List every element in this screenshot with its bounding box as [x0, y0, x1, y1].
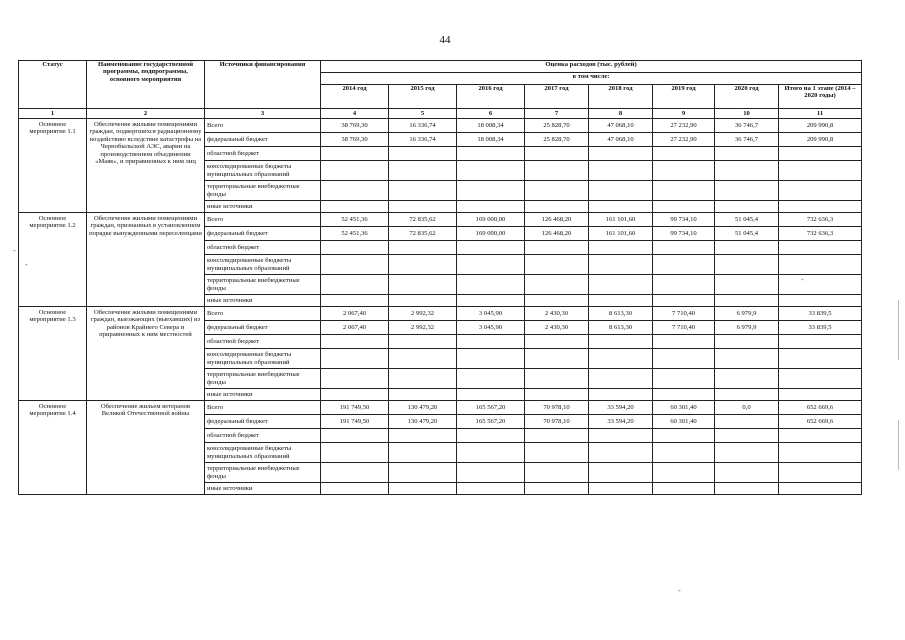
value-cell [589, 429, 653, 443]
value-cell: 8 613,30 [589, 307, 653, 321]
value-cell [389, 201, 457, 213]
value-cell: 38 769,30 [321, 133, 389, 147]
value-cell: 51 045,4 [715, 213, 779, 227]
total-cell: 732 636,3 [779, 227, 862, 241]
value-cell [715, 483, 779, 495]
value-cell [653, 255, 715, 275]
value-cell [715, 369, 779, 389]
value-cell [653, 241, 715, 255]
value-cell [653, 295, 715, 307]
funding-source-cell: территориальные внебюджетные фонды [205, 369, 321, 389]
value-cell [389, 349, 457, 369]
value-cell [715, 429, 779, 443]
total-cell [779, 147, 862, 161]
value-cell [457, 429, 525, 443]
value-cell: 165 567,20 [457, 415, 525, 429]
value-cell [457, 349, 525, 369]
value-cell: 191 749,50 [321, 401, 389, 415]
value-cell [525, 443, 589, 463]
funding-source-cell: территориальные внебюджетные фонды [205, 181, 321, 201]
value-cell [457, 255, 525, 275]
value-cell [589, 241, 653, 255]
value-cell: 3 045,90 [457, 321, 525, 335]
value-cell [589, 201, 653, 213]
value-cell: 126 468,20 [525, 227, 589, 241]
value-cell [525, 201, 589, 213]
value-cell [715, 415, 779, 429]
value-cell: 0,0 [715, 401, 779, 415]
value-cell: 161 101,60 [589, 227, 653, 241]
value-cell: 2 992,32 [389, 307, 457, 321]
total-cell: 33 839,5 [779, 307, 862, 321]
value-cell [653, 181, 715, 201]
value-cell [589, 483, 653, 495]
value-cell [715, 255, 779, 275]
value-cell [589, 295, 653, 307]
total-cell [779, 295, 862, 307]
value-cell [525, 181, 589, 201]
value-cell [321, 295, 389, 307]
funding-source-cell: областной бюджет [205, 335, 321, 349]
header-including: в том числе: [321, 73, 862, 85]
value-cell [525, 147, 589, 161]
page-number: 44 [439, 34, 451, 46]
funding-source-cell: федеральный бюджет [205, 415, 321, 429]
value-cell [321, 255, 389, 275]
value-cell [457, 201, 525, 213]
scan-mark: - [678, 586, 681, 595]
value-cell [321, 429, 389, 443]
value-cell [715, 295, 779, 307]
header-year: 2014 год [321, 85, 389, 109]
value-cell [321, 463, 389, 483]
value-cell [389, 463, 457, 483]
value-cell [389, 295, 457, 307]
header-year: 2016 год [457, 85, 525, 109]
total-cell [779, 201, 862, 213]
total-cell [779, 443, 862, 463]
value-cell [715, 335, 779, 349]
value-cell [321, 275, 389, 295]
funding-source-cell: федеральный бюджет [205, 133, 321, 147]
value-cell [525, 369, 589, 389]
value-cell [525, 389, 589, 401]
value-cell: 16 336,74 [389, 133, 457, 147]
value-cell: 8 613,30 [589, 321, 653, 335]
value-cell [715, 389, 779, 401]
value-cell [715, 147, 779, 161]
value-cell [715, 463, 779, 483]
activity-name-cell: Обеспечение жилыми помещениями граждан, признанных в установленном порядке вынужденными переселенцами [87, 213, 205, 307]
budget-table [18, 60, 862, 495]
value-cell: 70 978,10 [525, 415, 589, 429]
value-cell: 72 835,62 [389, 227, 457, 241]
value-cell [321, 369, 389, 389]
value-cell: 99 734,10 [653, 227, 715, 241]
value-cell: 60 301,40 [653, 401, 715, 415]
column-number: 5 [389, 109, 457, 119]
value-cell [321, 201, 389, 213]
value-cell [525, 463, 589, 483]
total-cell: 652 669,6 [779, 415, 862, 429]
value-cell: 33 594,20 [589, 415, 653, 429]
scan-mark: - [801, 275, 804, 284]
funding-source-cell: иные источники [205, 389, 321, 401]
value-cell [321, 335, 389, 349]
value-cell [321, 147, 389, 161]
value-cell [715, 443, 779, 463]
funding-source-cell: консолидированные бюджеты муниципальных образований [205, 161, 321, 181]
value-cell [589, 463, 653, 483]
funding-source-cell: территориальные внебюджетные фонды [205, 463, 321, 483]
value-cell [457, 181, 525, 201]
header-sources: Источники финансирования [205, 61, 321, 109]
column-number: 9 [653, 109, 715, 119]
value-cell: 126 468,20 [525, 213, 589, 227]
value-cell: 27 232,90 [653, 133, 715, 147]
value-cell: 72 835,62 [389, 213, 457, 227]
value-cell: 130 479,20 [389, 415, 457, 429]
table-row [19, 307, 862, 321]
activity-name-cell: Обеспечение жильем ветеранов Великой Отечественной войны [87, 401, 205, 495]
total-cell [779, 161, 862, 181]
header-year: 2017 год [525, 85, 589, 109]
value-cell [457, 147, 525, 161]
column-number: 1 [19, 109, 87, 119]
value-cell [653, 349, 715, 369]
funding-source-cell: иные источники [205, 295, 321, 307]
value-cell [653, 389, 715, 401]
value-cell: 36 746,7 [715, 119, 779, 133]
header-year: 2020 год [715, 85, 779, 109]
total-cell: 652 669,6 [779, 401, 862, 415]
total-cell [779, 275, 862, 295]
value-cell [525, 255, 589, 275]
value-cell: 51 045,4 [715, 227, 779, 241]
value-cell: 2 430,30 [525, 321, 589, 335]
total-cell [779, 483, 862, 495]
funding-source-cell: областной бюджет [205, 429, 321, 443]
value-cell [715, 201, 779, 213]
value-cell: 16 336,74 [389, 119, 457, 133]
total-cell [779, 369, 862, 389]
value-cell: 33 594,20 [589, 401, 653, 415]
value-cell: 191 749,50 [321, 415, 389, 429]
value-cell [653, 147, 715, 161]
total-cell [779, 349, 862, 369]
value-cell [653, 483, 715, 495]
value-cell: 169 000,00 [457, 213, 525, 227]
value-cell: 18 008,34 [457, 119, 525, 133]
value-cell [457, 335, 525, 349]
value-cell: 165 567,20 [457, 401, 525, 415]
value-cell [715, 181, 779, 201]
value-cell: 99 734,10 [653, 213, 715, 227]
value-cell: 2 067,40 [321, 307, 389, 321]
column-number-row [19, 109, 862, 119]
column-number: 11 [779, 109, 862, 119]
header-row [19, 61, 862, 73]
value-cell [321, 349, 389, 369]
value-cell [457, 463, 525, 483]
value-cell: 47 068,10 [589, 133, 653, 147]
scan-edge [898, 300, 899, 360]
value-cell [389, 181, 457, 201]
value-cell [389, 443, 457, 463]
value-cell [389, 255, 457, 275]
value-cell [389, 241, 457, 255]
value-cell: 169 000,00 [457, 227, 525, 241]
value-cell: 3 045,90 [457, 307, 525, 321]
status-cell: Основное мероприятие 1.1 [19, 119, 87, 213]
funding-source-cell: консолидированные бюджеты муниципальных образований [205, 349, 321, 369]
value-cell [525, 275, 589, 295]
total-cell: 732 636,3 [779, 213, 862, 227]
value-cell [321, 181, 389, 201]
value-cell [715, 241, 779, 255]
header-year: 2018 год [589, 85, 653, 109]
total-cell: 33 839,5 [779, 321, 862, 335]
value-cell: 25 828,70 [525, 119, 589, 133]
value-cell [525, 349, 589, 369]
value-cell: 130 479,20 [389, 401, 457, 415]
table-row [19, 401, 862, 415]
value-cell: 2 067,40 [321, 321, 389, 335]
value-cell: 38 769,30 [321, 119, 389, 133]
value-cell [457, 295, 525, 307]
value-cell: 52 451,36 [321, 213, 389, 227]
value-cell [457, 241, 525, 255]
value-cell [457, 443, 525, 463]
column-number: 4 [321, 109, 389, 119]
value-cell [321, 443, 389, 463]
funding-source-cell: территориальные внебюджетные фонды [205, 275, 321, 295]
funding-source-cell: федеральный бюджет [205, 227, 321, 241]
value-cell: 25 828,70 [525, 133, 589, 147]
total-cell [779, 241, 862, 255]
value-cell [653, 463, 715, 483]
total-cell [779, 389, 862, 401]
column-number: 10 [715, 109, 779, 119]
value-cell [653, 275, 715, 295]
value-cell: 6 979,9 [715, 307, 779, 321]
value-cell: 6 979,9 [715, 321, 779, 335]
header-year: 2015 год [389, 85, 457, 109]
value-cell [321, 161, 389, 181]
value-cell [525, 429, 589, 443]
table-row [19, 213, 862, 227]
value-cell: 70 978,10 [525, 401, 589, 415]
value-cell: 2 992,32 [389, 321, 457, 335]
total-cell [779, 181, 862, 201]
value-cell [525, 161, 589, 181]
value-cell [389, 161, 457, 181]
status-cell: Основное мероприятие 1.2 [19, 213, 87, 307]
column-number: 7 [525, 109, 589, 119]
column-number: 8 [589, 109, 653, 119]
table-body [19, 61, 862, 495]
funding-source-cell: областной бюджет [205, 241, 321, 255]
activity-name-cell: Обеспечение жилыми помещениями граждан, выезжающих (выехавших) из районов Крайнего Севера и приравненных к ним местностей [87, 307, 205, 401]
scan-mark: - [13, 246, 16, 255]
value-cell [589, 349, 653, 369]
value-cell [589, 181, 653, 201]
value-cell [389, 369, 457, 389]
value-cell [653, 443, 715, 463]
value-cell [653, 335, 715, 349]
value-cell: 18 008,34 [457, 133, 525, 147]
value-cell [457, 389, 525, 401]
funding-source-cell: иные источники [205, 483, 321, 495]
value-cell: 52 451,36 [321, 227, 389, 241]
total-cell [779, 335, 862, 349]
value-cell [389, 275, 457, 295]
value-cell [589, 369, 653, 389]
funding-source-cell: федеральный бюджет [205, 321, 321, 335]
status-cell: Основное мероприятие 1.3 [19, 307, 87, 401]
value-cell [715, 161, 779, 181]
header-year: 2019 год [653, 85, 715, 109]
value-cell: 7 710,40 [653, 307, 715, 321]
value-cell [457, 483, 525, 495]
value-cell [389, 429, 457, 443]
funding-source-cell: консолидированные бюджеты муниципальных образований [205, 255, 321, 275]
value-cell [589, 147, 653, 161]
value-cell: 47 068,10 [589, 119, 653, 133]
value-cell [457, 369, 525, 389]
funding-source-cell: консолидированные бюджеты муниципальных образований [205, 443, 321, 463]
total-cell: 209 990,8 [779, 119, 862, 133]
value-cell [321, 389, 389, 401]
value-cell [653, 429, 715, 443]
value-cell [589, 275, 653, 295]
value-cell [389, 483, 457, 495]
value-cell [589, 255, 653, 275]
funding-source-cell: иные источники [205, 201, 321, 213]
value-cell [589, 161, 653, 181]
value-cell [389, 335, 457, 349]
header-status: Статус [19, 61, 87, 109]
scan-edge [898, 420, 899, 470]
column-number: 2 [87, 109, 205, 119]
value-cell: 60 301,40 [653, 415, 715, 429]
value-cell [525, 335, 589, 349]
value-cell: 7 710,40 [653, 321, 715, 335]
value-cell [389, 389, 457, 401]
funding-source-cell: Всего [205, 307, 321, 321]
value-cell [525, 241, 589, 255]
value-cell: 27 232,90 [653, 119, 715, 133]
activity-name-cell: Обеспечение жилыми помещениями граждан, подвергшихся радиационному воздействию вследствие катастрофы на Чернобыльской АЭС, аварии на производственном объединении «Маяк», и приравненных к ним лиц [87, 119, 205, 213]
column-number: 6 [457, 109, 525, 119]
value-cell [715, 275, 779, 295]
value-cell [389, 147, 457, 161]
total-cell [779, 255, 862, 275]
status-cell: Основное мероприятие 1.4 [19, 401, 87, 495]
value-cell [525, 483, 589, 495]
value-cell [321, 483, 389, 495]
value-cell [715, 349, 779, 369]
value-cell [589, 335, 653, 349]
total-cell [779, 463, 862, 483]
header-total: Итого на 1 этапе (2014 – 2020 годы) [779, 85, 862, 109]
value-cell [589, 443, 653, 463]
value-cell [653, 201, 715, 213]
header-name: Наименование государственной программы, подпрограммы, основного мероприятия [87, 61, 205, 109]
value-cell [457, 161, 525, 181]
value-cell: 2 430,30 [525, 307, 589, 321]
funding-source-cell: областной бюджет [205, 147, 321, 161]
value-cell [321, 241, 389, 255]
header-estimate: Оценка расходов (тыс. рублей) [321, 61, 862, 73]
value-cell [457, 275, 525, 295]
funding-source-cell: Всего [205, 119, 321, 133]
value-cell [653, 161, 715, 181]
funding-source-cell: Всего [205, 401, 321, 415]
value-cell: 36 746,7 [715, 133, 779, 147]
value-cell [653, 369, 715, 389]
total-cell [779, 429, 862, 443]
column-number: 3 [205, 109, 321, 119]
table-row [19, 119, 862, 133]
total-cell: 209 990,8 [779, 133, 862, 147]
value-cell: 161 101,60 [589, 213, 653, 227]
value-cell [589, 389, 653, 401]
scan-mark: - [25, 260, 28, 269]
value-cell [525, 295, 589, 307]
funding-source-cell: Всего [205, 213, 321, 227]
